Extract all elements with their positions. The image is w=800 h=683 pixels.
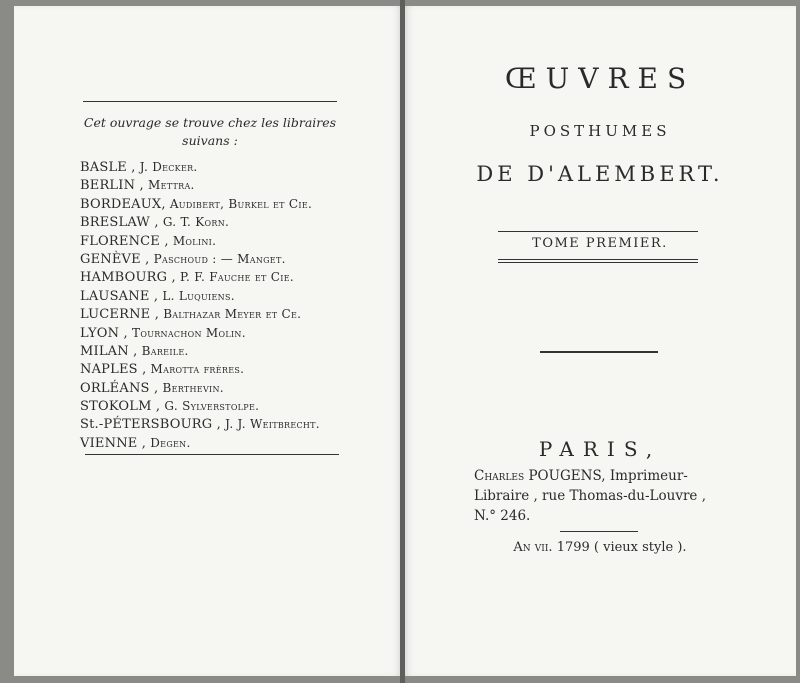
libraire-city: LUCERNE , bbox=[80, 307, 160, 323]
publisher-role: Imprimeur- bbox=[609, 468, 688, 484]
libraire-entry bbox=[80, 434, 320, 452]
libraire-names: P. F. Fauche et Cie. bbox=[180, 270, 294, 285]
libraire-names: Bareile. bbox=[141, 343, 189, 358]
date-rule bbox=[560, 531, 638, 532]
libraire-city: NAPLES , bbox=[80, 362, 147, 378]
libraire-city: LYON , bbox=[80, 325, 128, 341]
tome-bottom-rule bbox=[498, 259, 698, 260]
subtitle-posthumes: POSTHUMES bbox=[529, 122, 671, 140]
date-rest: 1799 ( vieux style ). bbox=[556, 540, 687, 555]
libraire-entry bbox=[80, 158, 320, 176]
libraire-names: Mettra. bbox=[147, 178, 195, 193]
libraire-entry bbox=[80, 342, 320, 360]
libraire-city: MILAN , bbox=[80, 343, 138, 359]
libraire-entry bbox=[80, 250, 320, 268]
libraire-names: Paschoud : — Manget. bbox=[153, 251, 286, 266]
right-page bbox=[404, 6, 796, 676]
libraire-names: Balthazar Meyer et Ce. bbox=[163, 307, 302, 322]
libraire-city: BRESLAW , bbox=[80, 215, 159, 231]
publisher-number: N.° 246. bbox=[474, 508, 531, 524]
bottom-rule-left bbox=[85, 454, 339, 455]
libraire-names: Molini. bbox=[172, 233, 217, 248]
publisher-name: Charles bbox=[474, 468, 525, 484]
libraire-city: HAMBOURG , bbox=[80, 270, 176, 286]
volume-label: TOME PREMIER. bbox=[532, 236, 668, 251]
libraire-city: BORDEAUX, bbox=[80, 196, 166, 212]
libraire-city: St.-PÉTERSBOURG , bbox=[80, 417, 221, 433]
publisher-block bbox=[474, 466, 738, 526]
libraire-names: Audibert, Burkel et Cie. bbox=[169, 196, 313, 211]
title-oeuvres: ŒUVRES bbox=[504, 62, 696, 95]
libraire-entry bbox=[80, 360, 320, 378]
ornament-rule bbox=[540, 351, 658, 353]
libraire-entry bbox=[80, 213, 320, 231]
author-line: DE D'ALEMBERT. bbox=[476, 162, 724, 186]
libraire-city: STOKOLM , bbox=[80, 399, 161, 415]
libraire-names: J. Decker. bbox=[139, 160, 198, 174]
book-gutter bbox=[400, 0, 405, 683]
libraires-list bbox=[80, 158, 320, 452]
libraire-city: BASLE , bbox=[80, 160, 136, 175]
libraire-names: Degen. bbox=[150, 435, 191, 450]
libraire-entry bbox=[80, 195, 320, 213]
libraire-names: G. Sylverstolpe. bbox=[164, 399, 260, 414]
top-rule-left bbox=[83, 101, 337, 102]
date-line bbox=[404, 540, 796, 555]
libraire-entry bbox=[80, 415, 320, 433]
libraire-city: BERLIN , bbox=[80, 178, 144, 194]
place-paris: PARIS, bbox=[538, 437, 662, 461]
libraire-names: J. J. Weitbrecht. bbox=[225, 417, 320, 432]
libraires-intro: Cet ouvrage se trouve chez les libraires suivans : bbox=[83, 115, 337, 148]
libraire-entry bbox=[80, 232, 320, 250]
libraire-city: FLORENCE , bbox=[80, 233, 169, 249]
tome-top-rule bbox=[498, 231, 698, 232]
libraire-city: VIENNE , bbox=[80, 435, 147, 451]
publisher-line-1 bbox=[474, 466, 738, 486]
libraire-city: GENÈVE , bbox=[80, 251, 150, 267]
libraire-entry bbox=[80, 379, 320, 397]
libraire-entry bbox=[80, 268, 320, 286]
libraire-entry bbox=[80, 176, 320, 194]
libraire-names: G. T. Korn. bbox=[162, 215, 230, 230]
publisher-surname: POUGENS, bbox=[528, 468, 606, 484]
publisher-address: Libraire , rue Thomas-du-Louvre , bbox=[474, 488, 706, 504]
libraire-city: LAUSANE , bbox=[80, 288, 159, 304]
libraire-entry bbox=[80, 397, 320, 415]
libraire-entry bbox=[80, 324, 320, 342]
libraire-entry bbox=[80, 287, 320, 305]
libraire-names: Marotta frères. bbox=[150, 362, 245, 377]
libraire-entry bbox=[80, 305, 320, 323]
libraire-names: L. Luquiens. bbox=[162, 288, 235, 303]
libraire-city: ORLÉANS , bbox=[80, 380, 159, 396]
libraire-names: Berthevin. bbox=[162, 380, 224, 395]
date-prefix: An vii. bbox=[513, 540, 553, 555]
libraire-names: Tournachon Molin. bbox=[132, 325, 246, 340]
